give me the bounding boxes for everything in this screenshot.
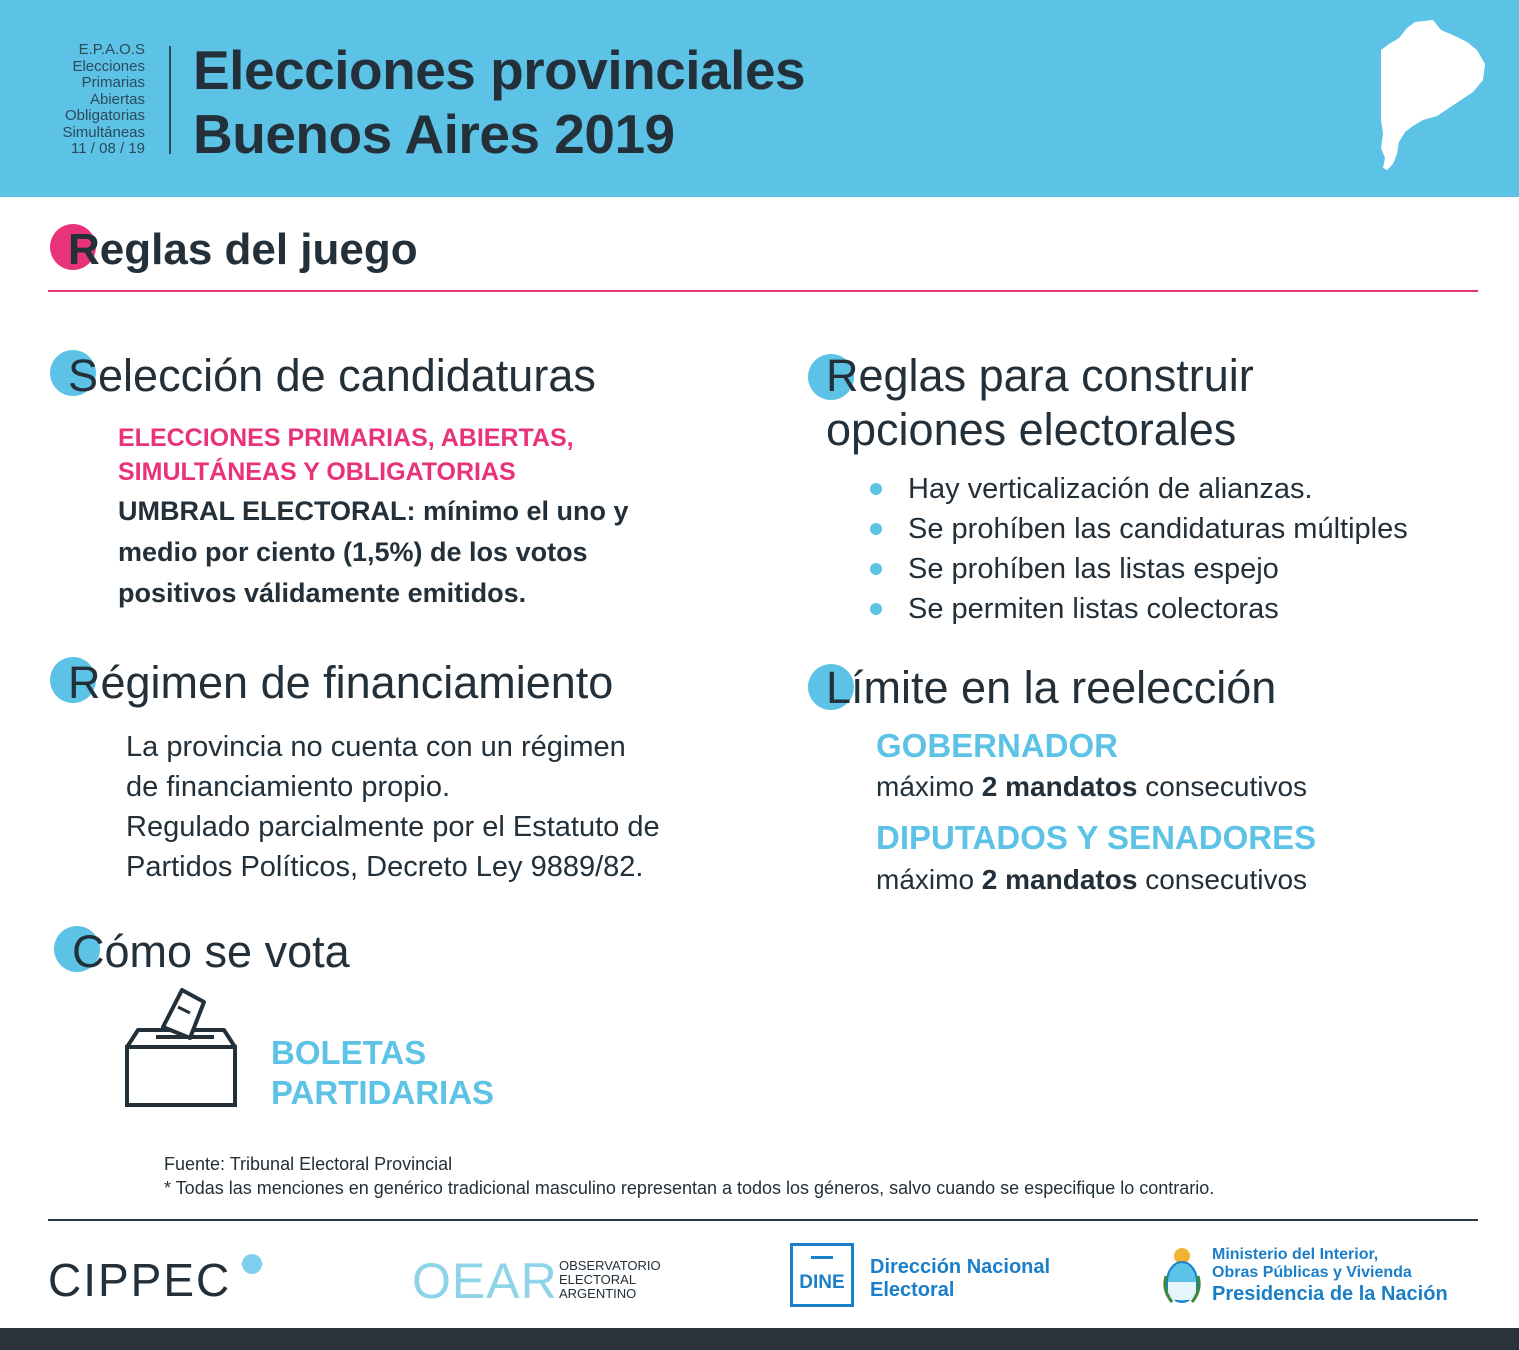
dine-logo: DINE (790, 1243, 854, 1307)
cippec-badge-icon (242, 1254, 262, 1274)
list-item: Se prohíben las listas espejo (868, 549, 1408, 589)
header-divider (169, 46, 171, 154)
ballot-box-icon (124, 985, 240, 1111)
bullet-dot (870, 563, 882, 575)
footer-divider (48, 1219, 1478, 1221)
cippec-logo: CIPPEC (48, 1254, 232, 1306)
epaos-label: E.P.A.O.S Elecciones Primarias Abiertas Obligatorias Simultáneas 11 / 08 / 19 (62, 41, 145, 157)
rules-divider (48, 290, 1478, 292)
bullet-dot (870, 523, 882, 535)
bullet-dot (870, 603, 882, 615)
page-title: Elecciones provinciales Buenos Aires 2019 (193, 39, 806, 165)
header-banner (0, 0, 1519, 197)
seleccion-subtitle: ELECCIONES PRIMARIAS, ABIERTAS, SIMULTÁNEAS Y OBLIGATORIAS (118, 424, 574, 486)
oear-logo: OEAR (412, 1253, 558, 1309)
dine-name: Dirección Nacional Electoral (870, 1256, 1051, 1301)
oear-subtitle: OBSERVATORIO ELECTORAL ARGENTINO (559, 1258, 661, 1301)
list-item: Hay verticalización de alianzas. (868, 469, 1408, 509)
diputados-label: DIPUTADOS Y SENADORES (876, 819, 1317, 856)
list-item: Se permiten listas colectoras (868, 589, 1408, 629)
como-vota-title: Cómo se vota (72, 926, 350, 977)
financiamiento-title: Régimen de financiamiento (68, 657, 614, 708)
coat-of-arms-icon (1162, 1246, 1202, 1306)
umbral-electoral: UMBRAL ELECTORAL: mínimo el uno y medio por ciento (1,5%) de los votos positivos válidamente emitidos. (118, 496, 629, 608)
bottom-bar (0, 1328, 1519, 1350)
gobernador-term: máximo 2 mandatos consecutivos (876, 771, 1308, 802)
opciones-list (868, 469, 1408, 629)
bullet-dot (870, 483, 882, 495)
diputados-term: máximo 2 mandatos consecutivos (876, 864, 1308, 895)
seleccion-title: Selección de candidaturas (68, 350, 596, 401)
dine-logo-bar (811, 1256, 833, 1259)
buenos-aires-province-map-icon (1375, 16, 1490, 174)
rules-heading: Reglas del juego (68, 225, 418, 274)
opciones-title: Reglas para construir opciones electorales (826, 350, 1254, 455)
financiamiento-text: La provincia no cuenta con un régimen de financiamiento propio. Regulado parcialmente por el Estatuto de Partidos Políticos, Decreto Ley 9889/82. (126, 731, 660, 883)
source-note: Fuente: Tribunal Electoral Provincial * Todas las menciones en genérico tradicional masculino representan a todos los géneros, salvo cuando se especifique lo contrario. (164, 1154, 1215, 1198)
gobernador-label: GOBERNADOR (876, 727, 1119, 764)
reeleccion-title: Límite en la reelección (826, 662, 1277, 713)
voting-method: BOLETAS PARTIDARIAS (271, 1034, 495, 1111)
list-item: Se prohíben las candidaturas múltiples (868, 509, 1408, 549)
ministerio-logo: Ministerio del Interior, Obras Públicas y Vivienda Presidencia de la Nación (1212, 1246, 1448, 1305)
